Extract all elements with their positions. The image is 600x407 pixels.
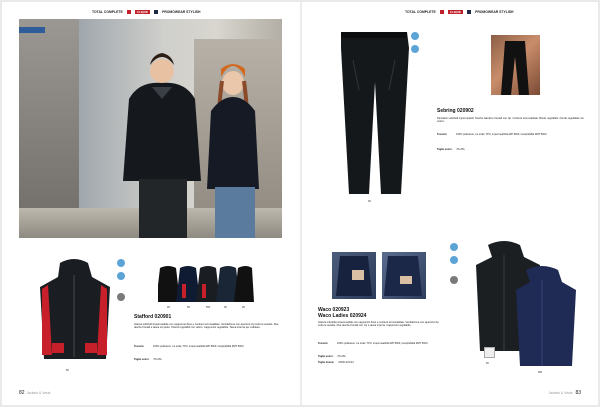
stafford-name: Stafford 020901 — [134, 314, 172, 320]
header-brand: TOTAL COMPLETE — [405, 10, 436, 14]
code-waco: 99 — [486, 362, 489, 365]
waco-fabric: 100% poliestere, tre strati, TPU, impermeabilità WP 8000, traspirabilità MVP 5000. — [337, 342, 429, 345]
spec-label: Tessuto: — [437, 133, 448, 136]
stafford-sizes: XS-3XL — [153, 358, 162, 361]
waco-ladies-title: Waco Ladies 020924 — [318, 313, 367, 319]
care-icon — [450, 276, 458, 284]
spec-label: Taglie donna: — [318, 361, 335, 364]
red-swatch — [440, 10, 444, 14]
page-number: 83 — [575, 390, 581, 396]
waco-detail-photo-2 — [382, 252, 426, 299]
header-right — [405, 10, 514, 14]
waco-title: Waco 020923 — [318, 307, 350, 313]
waco-name — [318, 307, 366, 319]
page-number: 82 — [19, 390, 25, 396]
sebring-fabric: 100% poliestere, tre strati, TPU, impermeabilità WP 8000, traspirabilità MVP 5000. — [456, 133, 548, 136]
stafford-fabric-spec — [134, 345, 268, 348]
header-tag: CLIQUE — [136, 10, 149, 14]
header-left — [92, 10, 201, 14]
windproof-icon — [450, 256, 458, 264]
navy-swatch — [154, 10, 158, 14]
code-stafford-main: 58 — [66, 369, 69, 372]
page-number-left — [19, 390, 51, 396]
label-tag-icon — [484, 347, 495, 358]
variant-code: 99 — [242, 306, 245, 309]
catalog-spread — [2, 2, 598, 405]
header-subtitle: PROMOWEAR STYLISH — [475, 10, 514, 14]
waco-ladies-sizes: XS/36-2XL/44 — [338, 361, 354, 364]
windproof-icon — [117, 272, 125, 280]
spec-label: Tessuto: — [318, 342, 329, 345]
stafford-jacket-image — [32, 257, 117, 367]
stafford-description: Giacca softshell impermeabile con cappuccio fisso e cuciture termosaldate. Ventilazione con apertura zip sotto le ascelle. Due tasche frontali e tasca sul petto. Polsini regolabili con velcro. Cappuccio regolabile. Tasca interna per cellulare. — [134, 323, 279, 330]
spec-label: Taglie uomo: — [134, 358, 150, 361]
waco-detail-photo-1 — [332, 252, 376, 299]
waco-fabric-spec — [318, 342, 442, 345]
stafford-sizes-spec — [134, 358, 162, 361]
waterproof-icon — [117, 259, 125, 267]
waco-ladies-jacket-image — [502, 266, 582, 370]
navy-swatch — [467, 10, 471, 14]
waterproof-icon — [411, 32, 419, 40]
models-illustration — [19, 19, 282, 238]
waco-description: Giacca imbottita impermeabile con cappuccio fisso e cuciture termosaldate. Ventilazione con apertura zip sotto le ascelle. Due tasche frontali con zip e tasca interna. Cappuccio regolabile. — [318, 321, 439, 328]
page-number-right — [547, 390, 582, 396]
care-icon — [117, 293, 125, 301]
variant-code: 590 — [206, 306, 211, 309]
stafford-fabric: 100% poliestere, tre strati, TPU, impermeabilità WP 8000, traspirabilità MVP 5000. — [153, 345, 245, 348]
lifestyle-photo — [19, 19, 282, 238]
code-sebring: 99 — [368, 200, 371, 203]
header-tag: CLIQUE — [449, 10, 462, 14]
header-brand: TOTAL COMPLETE — [92, 10, 123, 14]
section-title: Jackets & Vests — [26, 391, 51, 395]
waterproof-icon — [450, 243, 458, 251]
sebring-description: Pantaloni softshell impermeabili. Tasche laterali e frontali con zip. Cuciture termosaldate. Bordo regolabile. Fondo regolabile con velcro. — [437, 117, 584, 124]
sebring-sizes: XS-3XL — [456, 148, 465, 151]
spec-label: Taglie uomo: — [318, 355, 334, 358]
spec-label: Taglie uomo: — [437, 148, 453, 151]
sebring-trousers-image — [335, 30, 415, 196]
gutter — [300, 2, 302, 405]
section-title: Jackets & Vests — [548, 391, 573, 395]
waco-sizes-spec — [318, 355, 346, 358]
stafford-color-variants — [158, 264, 254, 304]
sebring-name: Sebring 020902 — [437, 108, 474, 114]
spec-label: Tessuto: — [134, 345, 145, 348]
waco-ladies-sizes-spec — [318, 361, 354, 364]
variant-code: 58 — [187, 306, 190, 309]
sebring-lifestyle-photo — [491, 35, 540, 95]
waco-sizes: XS-3XL — [337, 355, 346, 358]
sebring-fabric-spec — [437, 133, 566, 136]
sebring-sizes-spec — [437, 148, 465, 151]
variant-code: 95 — [224, 306, 227, 309]
header-subtitle: PROMOWEAR STYLISH — [162, 10, 201, 14]
code-waco-ladies: 580 — [538, 371, 543, 374]
red-swatch — [127, 10, 131, 14]
windproof-icon — [411, 45, 419, 53]
variant-code: 99 — [167, 306, 170, 309]
